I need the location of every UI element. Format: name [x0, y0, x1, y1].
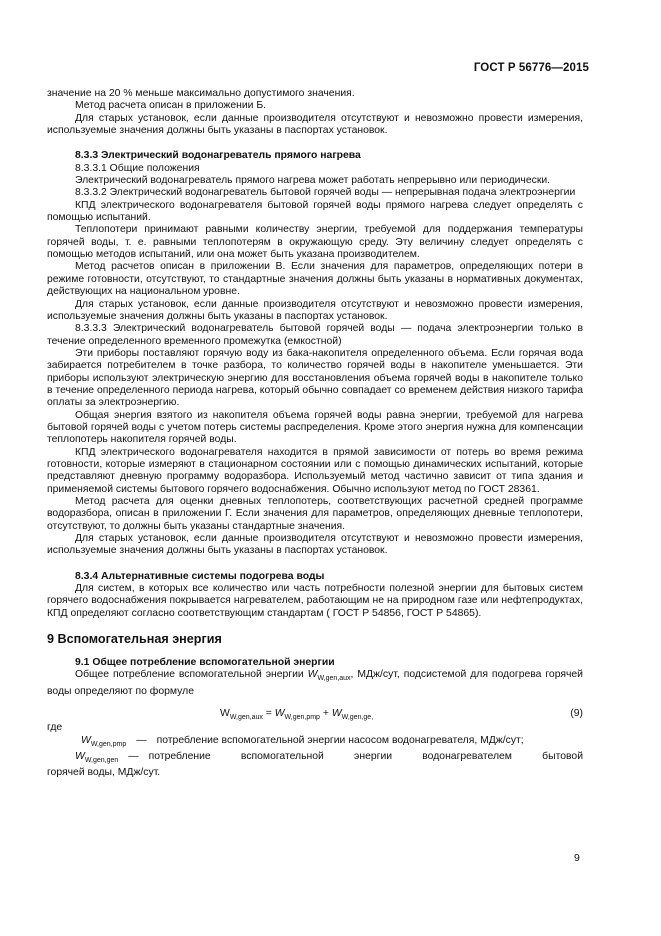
paragraph: значение на 20 % меньше максимально допустимого значения.	[47, 88, 355, 99]
section-heading-8-3-3: 8.3.3 Электрический водонагреватель прямого нагрева	[75, 150, 361, 162]
paragraph: КПД электрического водонагревателя находится в прямой зависимости от потерь во время режима готовности, которые измеряют в стационарном состоянии или с помощью динамических испытаний, которые представляют дневную программу водоразбора. Используемый метод частично зависит от типа здания и применяемой системы бытового горячего водоснабжения. Обычно используют метод по ГОСТ 28361.	[47, 446, 583, 495]
paragraph: Эти приборы поставляют горячую воду из бака-накопителя определенного объема. Если горячая вода забирается потребителем в точке разбора, то количество горячей воды в накопителе уменьшается. Эти приборы используют электрическую энергию для восстановления объема горячей воды в накопителе только в течение определенного периода нагрева, который обычно совпадает со временем действия низкого тарифа оплаты за электроэнергию.	[47, 347, 583, 409]
section-heading-8-3-4: 8.3.4 Альтернативные системы подогрева воды	[75, 570, 325, 582]
definition-continuation: горячей воды, МДж/сут.	[47, 767, 161, 779]
paragraph: Метод расчетов описан в приложении В. Если значения для параметров, определяющих потери в режиме готовности, отсутствуют, то стандартные значения должны быть указаны в нормативных документах, действующих на национальном уровне.	[47, 261, 583, 298]
formula-expression: $W_{W,gen,aux} = W_{W,gen,pmp} + W_{W,gen,ge,}$	[220, 708, 374, 722]
paragraph: Общая энергия взятого из накопителя объема горячей воды равна энергии, требуемой для нагрева бытовой горячей воды с учетом потерь системы распределения. Кроме этого энергия нужна для компенсации теплопотерь накопителя горячей воды.	[47, 409, 583, 446]
paragraph: Метод расчета для оценки дневных теплопотерь, соответствующих расчетной средней программе водоразбора, описан в приложении Г. Если значения для параметров, определяющих дневные теплопотери, отсутствуют, то должны быть указаны стандартные значения.	[47, 496, 583, 532]
paragraph: Для старых установок, если данные производителя отсутствуют и невозможно провести измерения, используемые значения должны быть указаны в паспортах установок.	[47, 533, 583, 557]
chapter-heading-9: 9 Вспомогательная энергия	[47, 632, 222, 647]
document-body	[47, 88, 583, 780]
formula-number: (9)	[570, 708, 583, 720]
paragraph: 8.3.3.2 Электрический водонагреватель бытовой горячей воды — непрерывная подача электроэнергии	[75, 187, 576, 199]
paragraph: 8.3.3.3 Электрический водонагреватель бытовой горячей воды — подача электроэнергии только в течение определенного временного промежутка (емкостной)	[47, 323, 583, 347]
paragraph: Электрический водонагреватель прямого нагрева может работать непрерывно или периодически.	[75, 175, 551, 187]
paragraph-formula-intro: Общее потребление вспомогательной энергии $W_{W,gen,aux}$, МДж/сут, подсистемой для подогрева горячей воды определяют по формуле	[47, 669, 583, 697]
where-label: где	[47, 722, 63, 734]
definition-item: $W_{W,gen,pmp}$ — потребление вспомогательной энергии насосом водонагревателя, МДж/сут;	[81, 734, 524, 748]
paragraph: Для старых установок, если данные производителя отсутствуют и невозможно провести измерения, используемые значения должны быть указаны в паспортах установок.	[47, 298, 583, 322]
definition-item: $W_{W,gen,gen}$ — потребление вспомогательной энергии водонагревателем бытовой	[75, 750, 583, 765]
paragraph: КПД электрического водонагревателя бытовой горячей воды прямого нагрева следует определять с помощью испытаний.	[47, 199, 583, 224]
paragraph: Для старых установок, если данные производителя отсутствуют и невозможно провести измерения, используемые значения должны быть указаны в паспортах установок.	[47, 112, 583, 137]
paragraph: Теплопотери принимают равными количеству энергии, требуемой для поддержания температуры горячей воды, т. е. равными теплопотерям в окружающую среду. Эту величину следует определять с помощью методов испытаний, или она может быть указана производителем.	[47, 224, 583, 261]
subsection-heading: 8.3.3.1 Общие положения	[75, 162, 200, 174]
page-number: 9	[574, 852, 580, 864]
paragraph: Метод расчета описан в приложении Б.	[75, 100, 267, 112]
standard-designation: ГОСТ Р 56776—2015	[473, 62, 589, 74]
section-heading-9-1: 9.1 Общее потребление вспомогательной энергии	[75, 657, 335, 669]
definition-list	[47, 735, 583, 780]
formula-9	[47, 708, 583, 721]
paragraph: Для систем, в которых все количество или часть потребности полезной энергии для бытовых систем горячего водоснабжения покрывается нагревателем, работающим не на природном газе или нефтепродуктах, КПД определяют согласно соответствующим стандартам ( ГОСТ Р 54856, ГОСТ Р 54865).	[47, 583, 583, 619]
